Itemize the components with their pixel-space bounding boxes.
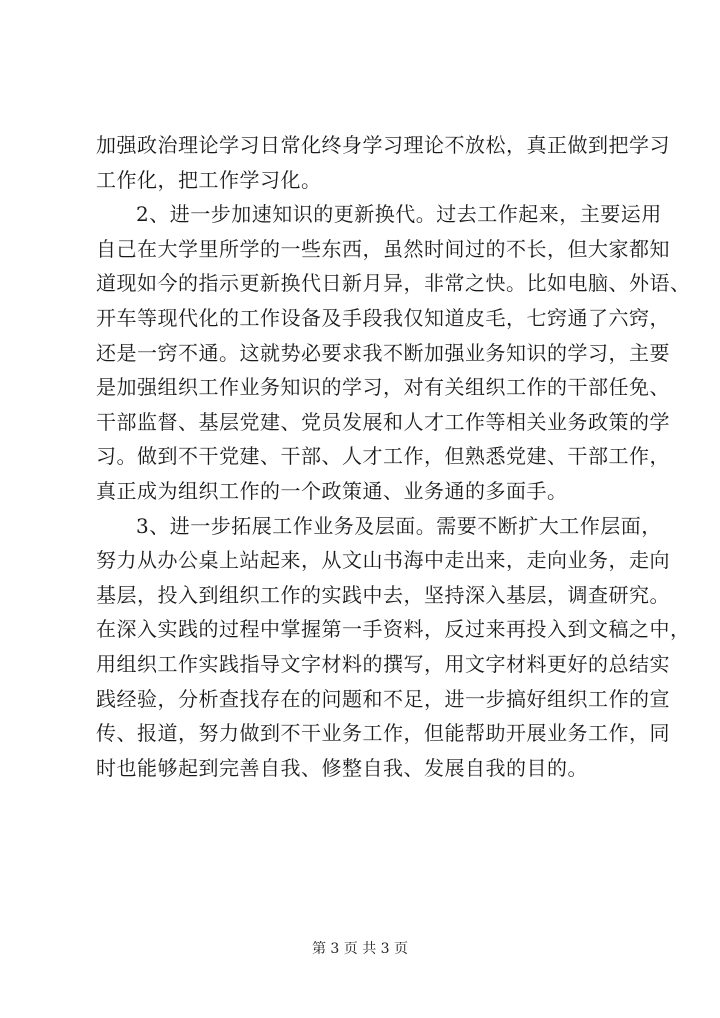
text-line: 还是一窍不通。这就势必要求我不断加强业务知识的学习，主要: [96, 340, 670, 365]
text-line: 践经验，分析查找存在的问题和不足，进一步搞好组织工作的宣: [96, 686, 670, 711]
body-text: [96, 128, 691, 785]
text-line: 用组织工作实践指导文字材料的撰写，用文字材料更好的总结实: [96, 651, 670, 676]
text-line: 真正成为组织工作的一个政策通、业务通的多面手。: [96, 478, 568, 503]
text-line: 时也能够起到完善自我、修整自我、发展自我的目的。: [96, 755, 588, 780]
text-line: 干部监督、基层党建、党员发展和人才工作等相关业务政策的学: [96, 409, 670, 434]
text-line: 道现如今的指示更新换代日新月异，非常之快。比如电脑、外语、: [96, 271, 691, 296]
text-line: 传、报道，努力做到不干业务工作，但能帮助开展业务工作，同: [96, 721, 670, 746]
text-line: 加强政治理论学习日常化终身学习理论不放松，真正做到把学习: [96, 133, 670, 157]
text-line: 努力从办公桌上站起来，从文山书海中走出来，走向业务，走向: [96, 548, 670, 573]
text-line: 在深入实践的过程中掌握第一手资料，反过来再投入到文稿之中，: [96, 617, 691, 642]
text-line: 基层，投入到组织工作的实践中去，坚持深入基层，调查研究。: [96, 582, 670, 607]
page-number-footer: 第 3 页 共 3 页: [311, 941, 409, 957]
text-line: 2、进一步加速知识的更新换代。过去工作起来，主要运用: [136, 202, 662, 227]
text-line: 自己在大学里所学的一些东西，虽然时间过的不长，但大家都知: [96, 236, 670, 261]
text-line: 3、进一步拓展工作业务及层面。需要不断扩大工作层面，: [136, 513, 662, 538]
text-line: 开车等现代化的工作设备及手段我仅知道皮毛，七窍通了六窍，: [96, 305, 670, 330]
text-line: 是加强组织工作业务知识的学习，对有关组织工作的干部任免、: [96, 375, 670, 400]
text-line: 习。做到不干党建、干部、人才工作，但熟悉党建、干部工作，: [96, 444, 670, 469]
text-line: 工作化，把工作学习化。: [96, 167, 322, 192]
